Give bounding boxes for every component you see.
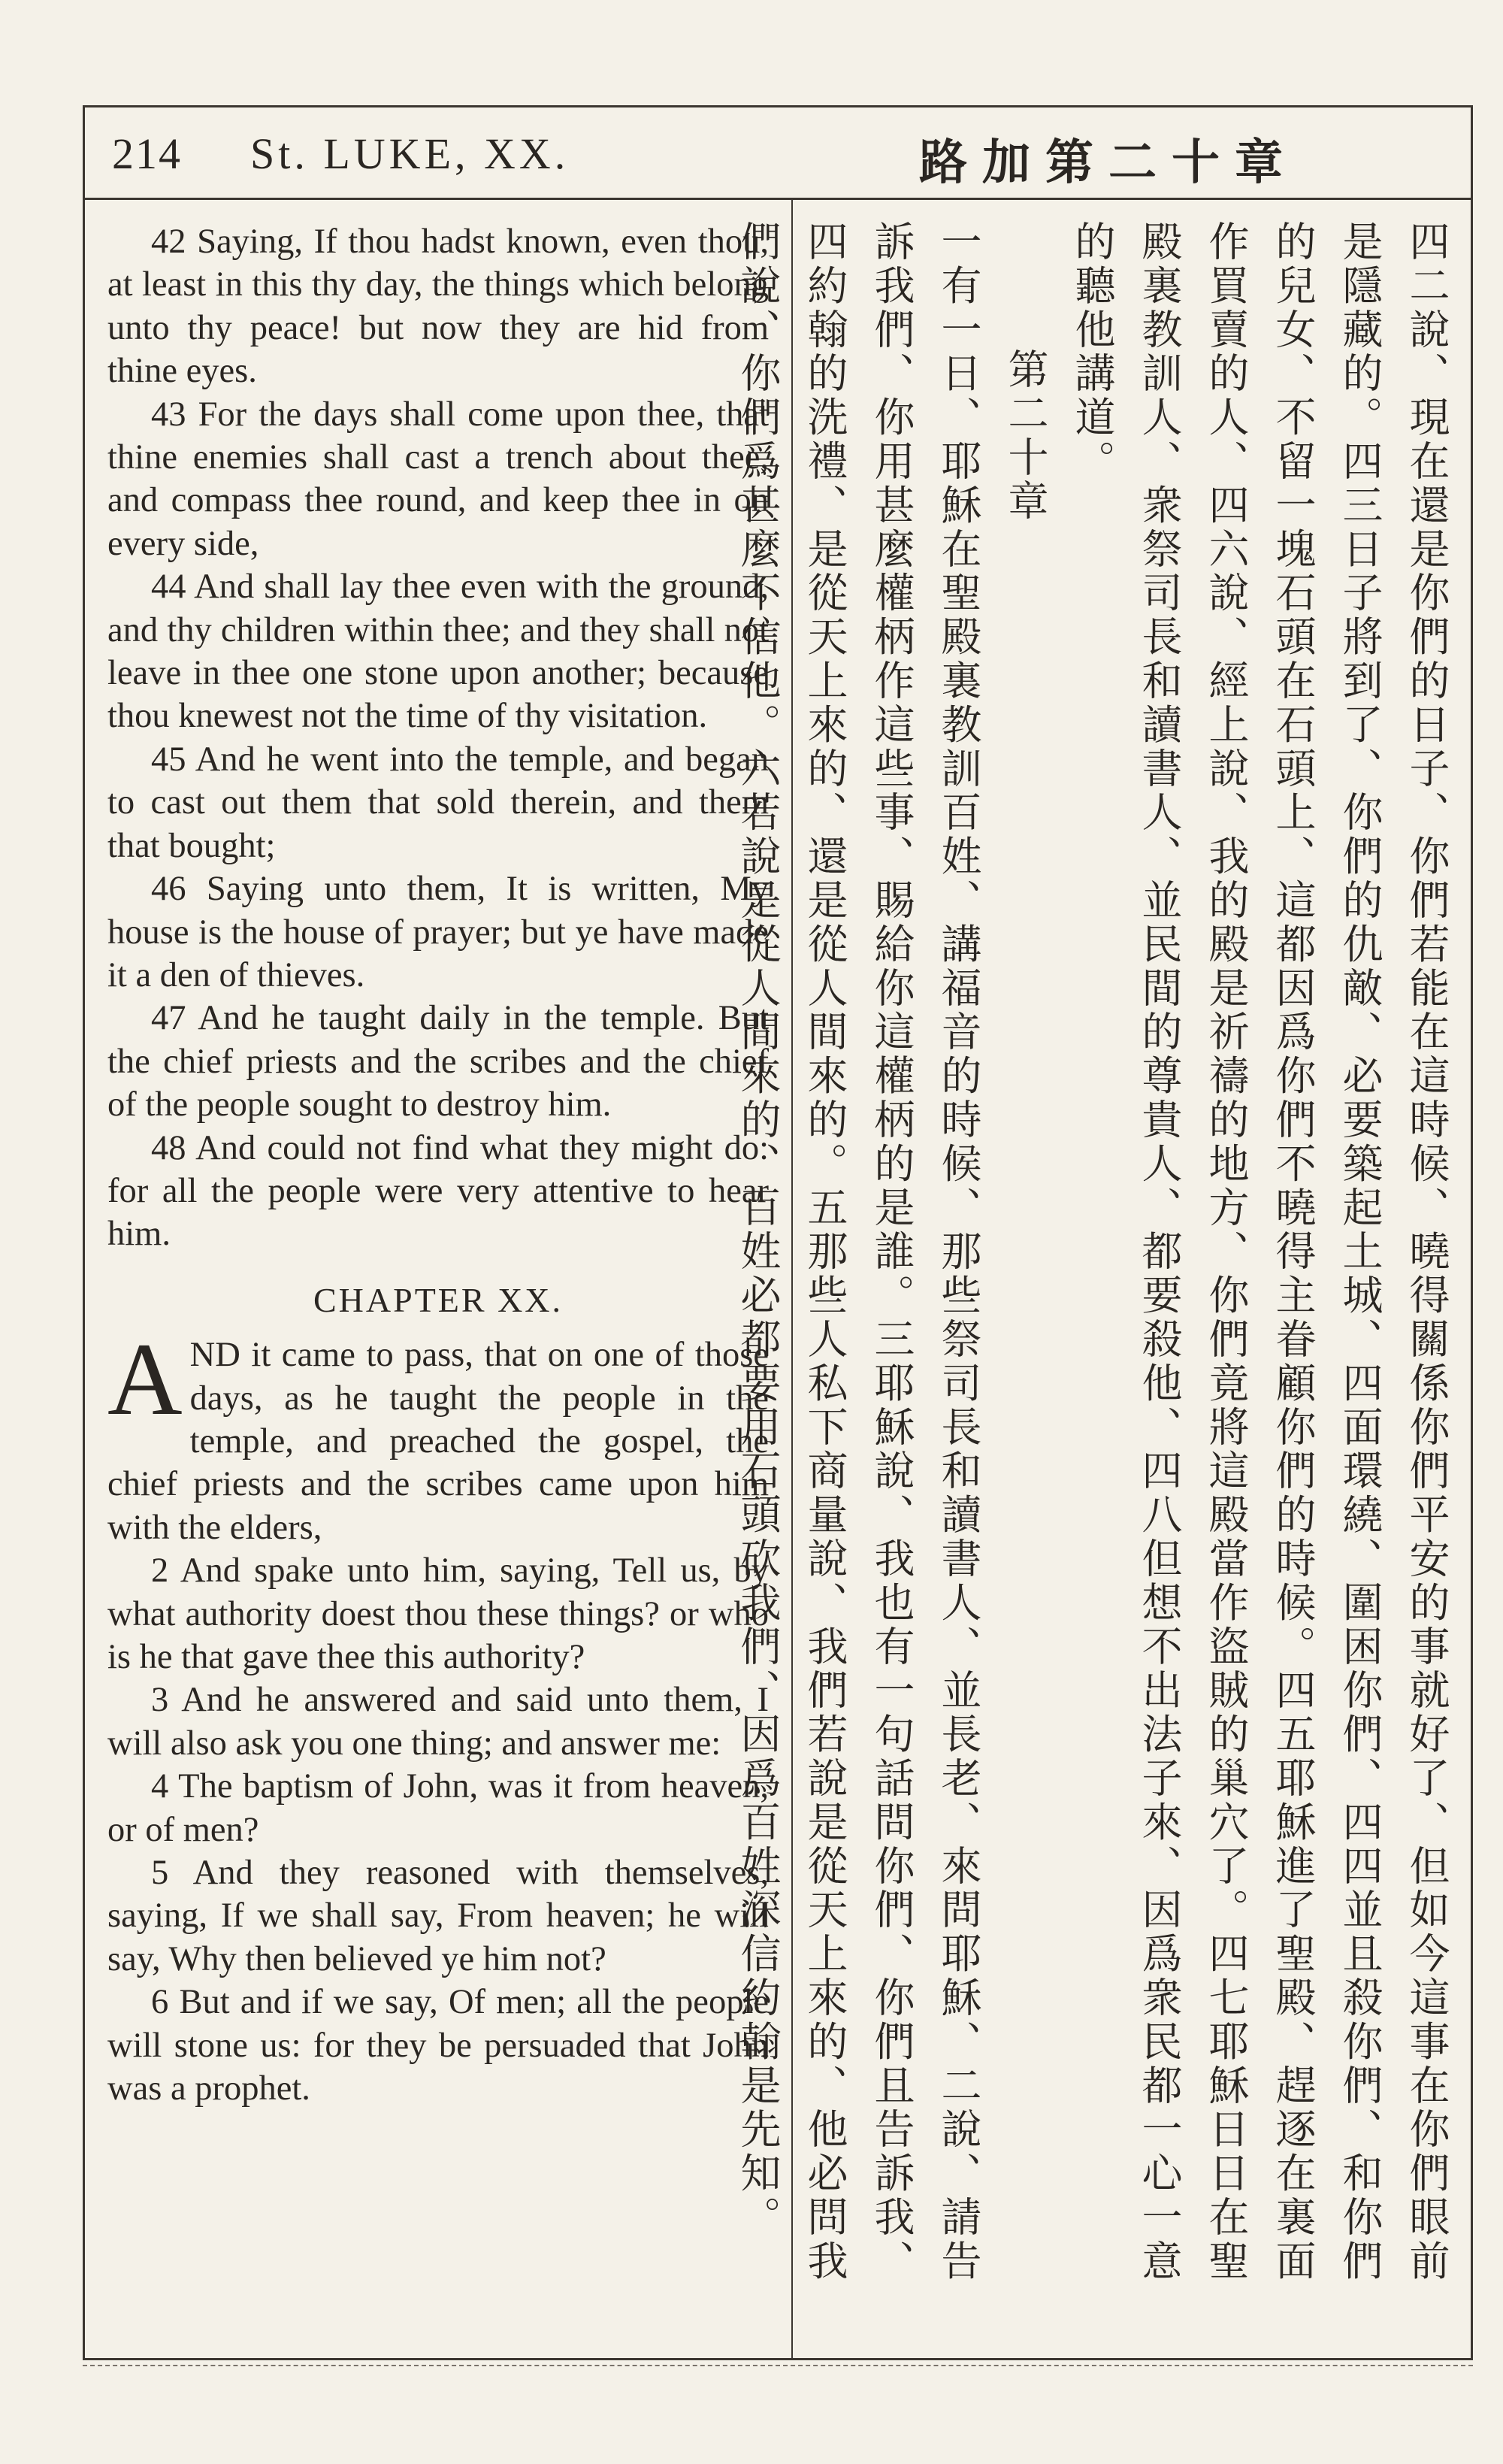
verse-46: 46 Saying unto them, It is written, My house is the house of prayer; but ye have made it a den of thieves.: [107, 870, 769, 994]
verse-5: 5 And they reasoned with themselves, saying, If we shall say, From heaven; he will say, Why then believed ye him not?: [107, 1854, 769, 1978]
verse-1: [107, 1321, 769, 1549]
chinese-running-title: 路加第二十章: [919, 135, 1298, 191]
verse-43: 43 For the days shall come upon thee, that thine enemies shall cast a trench about thee, and compass thee round, and keep thee in on every side,: [107, 395, 769, 563]
chinese-passage-2: 一有一日、耶穌在聖殿裏教訓百姓、講福音的時候、那些祭司長和讀書人、並長老、來問耶穌、二說、請告訴我們、你用甚麼權柄作這些事、賜給你這權柄的是誰。三耶穌說、我也有一句話問你們、你們且告訴我、四約翰的洗禮、是從天上來的、還是從人間來的。五那些人私下商量說、我們若說是從天上來的、他必問我們說、你們爲甚麼不信他。六若說是從人間來的、百姓必都要用石頭砍我們、因爲百姓深信約翰是先知。: [734, 220, 982, 2284]
verse-42: 42 Saying, If thou hadst known, even thou, at least in this thy day, the things which belong unto thy peace! but now they are hid from thine eyes.: [107, 222, 769, 391]
page-number: 214: [112, 129, 182, 178]
verse-3: 3 And he answered and said unto them, I will also ask you one thing; and answer me:: [107, 1681, 769, 1763]
verse-44: 44 And shall lay thee even with the ground, and thy children within thee; and they shall not leave in thee one stone upon another; because thou knewest not the time of thy visitation.: [107, 568, 769, 736]
page-frame: [83, 105, 1473, 2360]
verse-47: 47 And he taught daily in the temple. But the chief priests and the scribes and the chief of the people sought to destroy him.: [107, 999, 769, 1125]
drop-cap: A: [107, 1321, 183, 1437]
english-column: [107, 220, 769, 2347]
chinese-chapter-heading: 第二十章: [1002, 348, 1049, 524]
verse-48: 48 And could not find what they might do: for all the people were very attentive to hear him.: [107, 1128, 769, 1254]
verse-6: 6 But and if we say, Of men; all the people will stone us: for they be persuaded that John was a prophet.: [107, 1983, 769, 2108]
verse-2: 2 And spake unto him, saying, Tell us, by what authority doest thou these things? or who is he that gave thee this authority?: [107, 1551, 769, 1676]
chinese-column: [734, 220, 1460, 2325]
verse-1-text: ND it came to pass, that on one of those days, as he taught the people in the temple, and preached the gospel, the chief priests and the scribes came upon him with the elders,: [107, 1336, 769, 1547]
chinese-passage-1: 四二說、現在還是你們的日子、你們若能在這時候、曉得關係你們平安的事就好了、但如今這事在你們眼前是隱藏的。四三日子將到了、你們的仇敵、必要築起土城、四面環繞、圍困你們、四四並且殺你們、和你們的兒女、不留一塊石頭在石頭上、這都因爲你們不曉得主眷顧你們的時候。四五耶穌進了聖殿、趕逐在裏面作買賣的人、四六說、經上說、我的殿是祈禱的地方、你們竟將這殿當作盜賊的巢穴了。四七耶穌日日在聖殿裏教訓人、衆祭司長和讀書人、並民間的尊貴人、都要殺他、四八但想不出法子來、因爲衆民都一心一意的聽他講道。: [1069, 220, 1450, 2284]
verse-45: 45 And he went into the temple, and began to cast out them that sold therein, and them that bought;: [107, 740, 769, 865]
page-header: [85, 107, 1471, 200]
chapter-heading: CHAPTER XX.: [313, 1280, 564, 1319]
running-title: St. LUKE, XX.: [250, 129, 570, 178]
bottom-rule: [83, 2365, 1473, 2366]
verse-4: 4 The baptism of John, was it from heaven, or of men?: [107, 1767, 769, 1849]
